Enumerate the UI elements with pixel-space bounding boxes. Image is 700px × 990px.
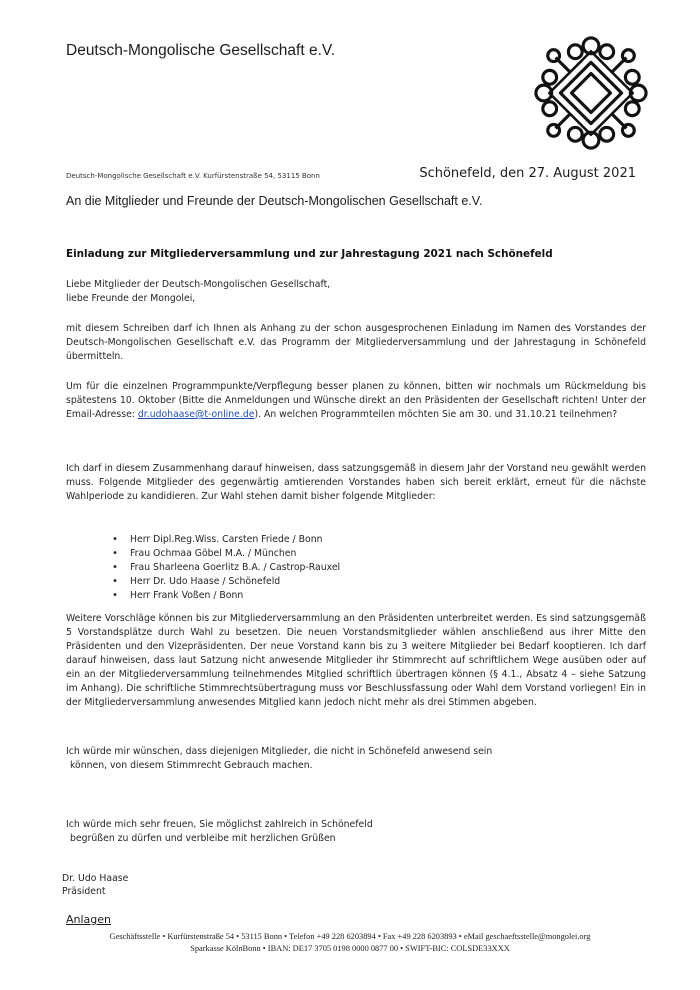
signature-name: Dr. Udo Haase <box>62 873 129 884</box>
paragraph-intro: mit diesem Schreiben darf ich Ihnen als Anhang zu der schon ausgesprochenen Einladung im Namen des Vorstandes der Deutsch-Mongolischen Gesellschaft e.V. das Programm der Mitgliederversammlung und der Jahrestagung in Schönefeld übermitteln. <box>66 323 646 362</box>
list-item: • Herr Frank Voßen / Bonn <box>112 589 340 603</box>
list-item: • Frau Ochmaa Göbel M.A. / München <box>112 547 340 561</box>
salutation-line-2: liebe Freunde der Mongolei, <box>66 293 196 304</box>
signature-block <box>62 872 128 898</box>
salutation-line-1: Liebe Mitglieder der Deutsch-Mongolischen Gesellschaft, <box>66 279 331 290</box>
org-name: Deutsch-Mongolische Gesellschaft e.V. <box>66 42 336 59</box>
endless-knot-icon <box>532 34 650 152</box>
attachments-heading: Anlagen <box>66 913 112 926</box>
paragraph-closing <box>66 818 646 846</box>
sender-return-address: Deutsch-Mongolische Gesellschaft e.V. Kurfürstenstraße 54, 53115 Bonn <box>66 172 320 180</box>
voting-wish-line-1: Ich würde mir wünschen, dass diejenigen Mitglieder, die nicht in Schönefeld anwesend sein <box>66 746 493 757</box>
paragraph-election: Ich darf in diesem Zusammenhang darauf hinweisen, dass satzungsgemäß in diesem Jahr der Vorstand neu gewählt werden muss. Folgende Mitglieder des gegenwärtig amtierenden Vorstandes haben sich bereit erklärt, erneut für die nächste Wahlperiode zu kandidieren. Zur Wahl stehen damit bisher folgende Mitglieder: <box>66 463 646 502</box>
list-item: • Herr Dipl.Reg.Wiss. Carsten Friede / Bonn <box>112 533 340 547</box>
footer-contact-line: Geschäftsstelle • Kurfürstenstraße 54 • 53115 Bonn • Telefon +49 228 6203894 • Fax +49 228 6203893 • eMail geschaeftsstelle@mongolei.org <box>109 932 591 941</box>
registration-text-after: ). An welchen Programmteilen möchten Sie am 30. und 31.10.21 teilnehmen? <box>254 409 618 420</box>
salutation <box>66 278 646 306</box>
paragraph-registration <box>66 380 646 422</box>
paragraph-voting-wish <box>66 745 646 773</box>
voting-wish-line-2: können, von diesem Stimmrecht Gebrauch machen. <box>70 760 313 771</box>
letter-date: Schönefeld, den 27. August 2021 <box>419 166 636 181</box>
president-email-link[interactable]: dr.udohaase@t-online.de <box>137 409 255 420</box>
list-item: • Frau Sharleena Goerlitz B.A. / Castrop-Rauxel <box>112 561 340 575</box>
closing-line-1: Ich würde mich sehr freuen, Sie möglichst zahlreich in Schönefeld <box>66 819 373 830</box>
addressee-line: An die Mitglieder und Freunde der Deutsch-Mongolischen Gesellschaft e.V. <box>66 194 483 208</box>
closing-line-2: begrüßen zu dürfen und verbleibe mit herzlichen Grüßen <box>70 833 336 844</box>
registration-text-before: Um für die einzelnen Programmpunkte/Verpflegung besser planen zu können, bitten wir nochmals um Rückmeldung bis spätestens 10. Oktober (Bitte die Anmeldungen und Wünsche direkt an den Präsidenten der Gesellschaft richten! Unter der Email-Adresse: <box>66 381 646 420</box>
letter-subject: Einladung zur Mitgliederversammlung und zur Jahrestagung 2021 nach Schönefeld <box>66 248 553 260</box>
list-item: • Herr Dr. Udo Haase / Schönefeld <box>112 575 340 589</box>
signature-title: Präsident <box>62 886 106 897</box>
candidate-list <box>112 533 340 603</box>
footer-bank-line: Sparkasse KölnBonn • IBAN: DE17 3705 0198 0000 0877 00 • SWIFT-BIC: COLSDE33XXX <box>190 944 510 953</box>
paragraph-proposals: Weitere Vorschläge können bis zur Mitgliederversammlung an den Präsidenten unterbreitet werden. Es sind satzungsgemäß 5 Vorstandsplätze durch Wahl zu besetzen. Die neuen Vorstandsmitglieder wählen anschließend aus ihrer Mitte den Präsidenten und den Vizepräsidenten. Der neue Vorstand kann bis zu 3 weitere Mitglieder bei Bedarf kooptieren. Ich darf darauf hinweisen, dass laut Satzung nicht anwesende Mitglieder ihr Stimmrecht auf schriftlichem Wege ausüben oder auf ein an der Mitgliederversammlung teilnehmendes Mitglied schriftlich übertragen können (§ 4.1., Absatz 4 – siehe Satzung im Anhang). Die schriftliche Stimmrechtsübertragung muss vor Beschlussfassung oder Wahl dem Vorstand vorliegen! Ein in der Mitgliederversammlung anwesendes Mitglied kann jedoch nicht mehr als drei Stimmen abgeben. <box>66 613 646 708</box>
